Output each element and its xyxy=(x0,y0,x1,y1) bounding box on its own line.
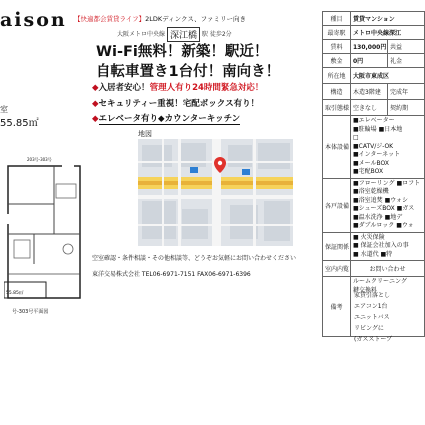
header-line xyxy=(74,14,246,23)
point-1 xyxy=(92,81,263,93)
point-1-mark: ◆ xyxy=(92,83,99,93)
room-item: ■シューズBOX ■ガス xyxy=(353,205,415,212)
spec-key: 構造 xyxy=(323,84,351,100)
spec-value: 空きなし xyxy=(351,100,388,116)
facility-item: ■駐輪場 ■日本地 xyxy=(353,125,403,133)
room-item: ■浴室乾燥機 xyxy=(353,188,389,195)
spec-key: 各戸設備 xyxy=(323,178,351,232)
extra-note: ユニットバス xyxy=(354,314,390,321)
header-layout: 2LDKディンクス、ファミリー向き xyxy=(145,15,246,23)
extra-note: 家賃引落とし xyxy=(354,292,391,299)
extra-note: (ガスストーブ xyxy=(354,336,393,343)
spec-key: 賃料 xyxy=(323,40,351,54)
spec-key: 本体設備 xyxy=(323,116,351,179)
spec-row-rooms xyxy=(323,178,425,232)
point-1-red: 管理人有り24時間緊急対応！ xyxy=(149,83,264,93)
extra-note: エアコン1台 xyxy=(354,303,388,310)
spec-row-guarantee xyxy=(323,232,425,261)
facility-item: ■CATV/ジ-OK xyxy=(353,142,394,150)
spec-subkey: 契約期 xyxy=(388,100,425,116)
area-map[interactable] xyxy=(138,139,293,246)
facility-item: ■インターネット xyxy=(353,151,401,158)
spec-row-address xyxy=(323,68,425,84)
spec-key: 保証関係 xyxy=(323,232,351,261)
layout-keyword: 室 xyxy=(0,105,8,114)
station-name: 深江橋 xyxy=(167,27,200,42)
station-suffix: 駅 xyxy=(201,31,208,38)
spec-value: 0円 xyxy=(351,54,388,68)
spec-key: 敷金 xyxy=(323,54,351,68)
spec-key: 最寄駅 xyxy=(323,26,351,40)
spec-row-station xyxy=(323,26,425,40)
spec-value: 賃貸マンション xyxy=(351,12,425,26)
guarantee-item: ■ 保証会社加入の事 xyxy=(353,242,409,249)
point-1-text: 入居者安心！ xyxy=(98,83,150,93)
extra-note: リビングに xyxy=(354,325,384,332)
spec-key: 備考 xyxy=(323,277,351,337)
map-graphic xyxy=(138,139,293,246)
floor-plan-caption: 号-303号平面図 xyxy=(12,309,49,315)
spec-table xyxy=(322,11,425,337)
spec-value: メトロ中央線深江 xyxy=(351,26,425,40)
spec-key: 室内内覧 xyxy=(323,261,351,277)
spec-subkey: 礼金 xyxy=(388,54,425,68)
remark-item: ルームクリーニング xyxy=(353,278,407,285)
point-2-mark: ◆ xyxy=(92,99,99,109)
floor-plan-area: 55.85㎡ xyxy=(6,291,24,296)
guarantee-list xyxy=(351,232,425,261)
area-value: 55.85㎡ xyxy=(0,118,39,129)
floor-plan xyxy=(4,164,84,304)
spec-value: 木造3階建 xyxy=(351,84,388,100)
spec-row-type xyxy=(323,12,425,26)
extra-notes xyxy=(354,290,392,345)
point-2 xyxy=(92,97,259,109)
room-item: ■温水洗浄 ■地デ xyxy=(353,213,403,221)
contact-note: 空室確認・条件相談・その他相談等、どうぞお気軽にお問い合わせください xyxy=(92,255,297,262)
rooms-list xyxy=(351,178,425,232)
point-3-text: エレベータ有り◆カウンターキッチン xyxy=(98,114,241,124)
map-title: 地図 xyxy=(138,130,152,138)
remark-item: 鍵交換料 xyxy=(353,286,378,294)
catch-line-1: Wi-Fi無料！新築！駅近！ xyxy=(96,44,269,60)
spec-row-structure xyxy=(323,84,425,100)
point-2-text: セキュリティー重視！宅配ボックス有り！ xyxy=(98,99,260,109)
point-3 xyxy=(92,112,240,124)
spec-subkey: 共益 xyxy=(388,40,425,54)
spec-subkey: 完成年 xyxy=(388,84,425,100)
room-item: ■浴室追焚 ■ウォシ xyxy=(353,196,409,204)
header-tag: 【快適都会賃貸ライフ】 xyxy=(74,15,146,23)
facilities-list xyxy=(351,116,425,179)
facility-item: ■メールBOX xyxy=(353,159,390,167)
room-item: ■ダブルロック ■ウォ xyxy=(353,222,414,229)
spec-row-inquiry xyxy=(323,261,425,277)
spec-value: 大阪市東成区 xyxy=(351,68,425,84)
spec-key: 所在地 xyxy=(323,68,351,84)
facility-item: ■エレベーター xyxy=(353,117,395,124)
spec-row-deposit xyxy=(323,54,425,68)
room-item: ■フローリング ■ロフト xyxy=(353,179,421,187)
guarantee-item: ■ 火災保険 xyxy=(353,233,385,241)
spec-row-facilities xyxy=(323,116,425,179)
spec-row-rent xyxy=(323,40,425,54)
facility-item: □ xyxy=(353,134,359,141)
facility-item: ■宅配BOX xyxy=(353,168,384,175)
catch-line-2: 自転車置き1台付！南向き！ xyxy=(96,64,281,80)
spec-key: 取引態様 xyxy=(323,100,351,116)
inquiry-link[interactable]: お問い合わせ xyxy=(351,261,425,277)
spec-value: 130,000円 xyxy=(351,40,388,54)
spec-row-terms xyxy=(323,100,425,116)
spec-key: 種目 xyxy=(323,12,351,26)
company-contact: 東洋交易株式会社 TEL06-6971-7151 FAX06-6971-6396 xyxy=(92,271,251,278)
floor-plan-label: 203号-303号 xyxy=(27,157,52,162)
guarantee-item: ■ 水道代 ■特 xyxy=(353,250,393,258)
point-3-mark: ◆ xyxy=(92,114,99,124)
brand-logo: aison xyxy=(0,9,67,31)
station-walk: 徒歩2分 xyxy=(209,31,232,38)
station-line-name: 大阪メトロ中央線 xyxy=(117,31,166,38)
